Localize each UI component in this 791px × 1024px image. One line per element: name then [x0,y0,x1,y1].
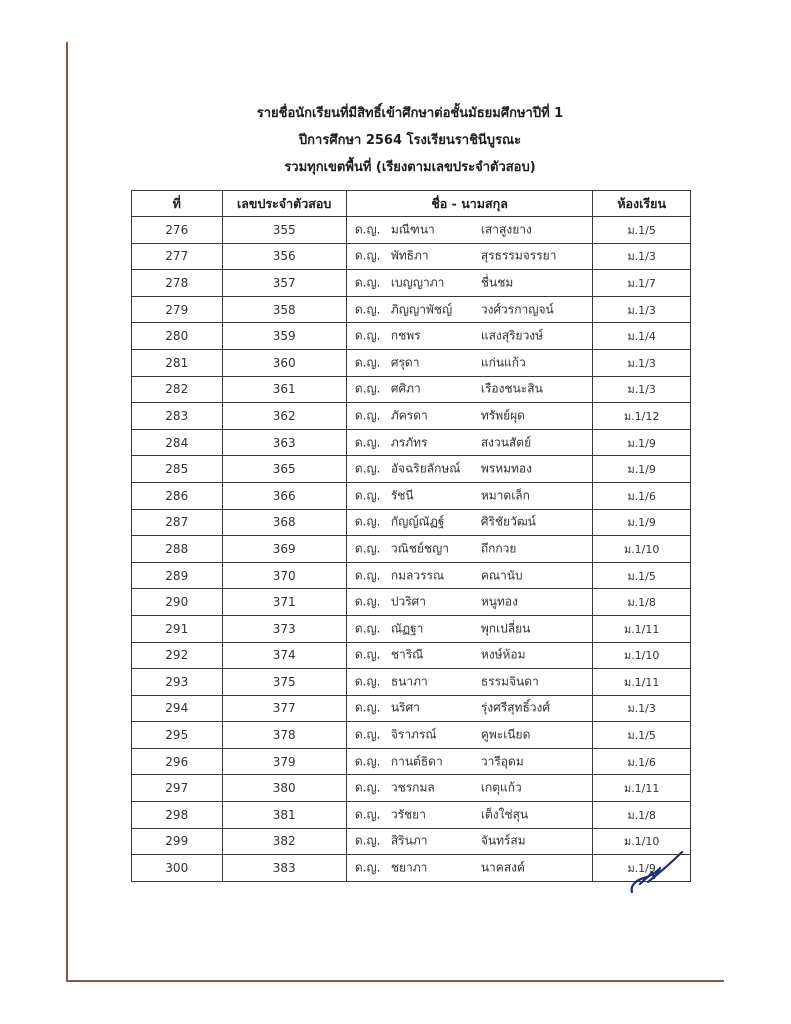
paper-edge-bottom [66,980,724,982]
cell-number: 284 [132,429,223,456]
first-name: ชยาภา [390,860,428,875]
cell-room: ม.1/9 [593,456,691,483]
table-row [132,669,691,696]
last-name: วารีอุดม [480,754,524,769]
table-row [132,296,691,323]
table-row [132,536,691,563]
cell-name [346,482,593,509]
cell-name [346,695,593,722]
table-row [132,615,691,642]
cell-exam-id: 366 [222,482,346,509]
cell-number: 285 [132,456,223,483]
cell-room: ม.1/4 [593,323,691,350]
last-name: คูพะเนียด [480,727,531,742]
table-row [132,323,691,350]
last-name: พรหมทอง [480,461,532,476]
table-row [132,775,691,802]
cell-number: 296 [132,748,223,775]
cell-exam-id: 379 [222,748,346,775]
cell-number: 300 [132,855,223,882]
last-name: คณานับ [480,568,523,583]
cell-name [346,403,593,430]
table-row [132,270,691,297]
cell-exam-id: 358 [222,296,346,323]
last-name: พุกเปลี่ยน [480,621,531,636]
cell-exam-id: 363 [222,429,346,456]
cell-name [346,642,593,669]
header-name: ชื่อ - นามสกุล [346,191,593,217]
first-name: พัทธิภา [390,248,429,263]
name-prefix: ด.ญ. [354,674,381,689]
cell-room: ม.1/8 [593,802,691,829]
name-prefix: ด.ญ. [354,754,381,769]
cell-room: ม.1/3 [593,376,691,403]
cell-exam-id: 362 [222,403,346,430]
cell-name [346,376,593,403]
title-line-1: รายชื่อนักเรียนที่มีสิทธิ์เข้าศึกษาต่อชั้นมัธยมศึกษาปีที่ 1 [256,106,564,121]
cell-room: ม.1/8 [593,589,691,616]
cell-number: 288 [132,536,223,563]
cell-exam-id: 370 [222,562,346,589]
first-name: กชพร [390,328,421,343]
table-row [132,217,691,244]
last-name: จันทร์สม [480,833,526,848]
table-row [132,695,691,722]
last-name: เสาสูงยาง [480,222,532,237]
first-name: กมลวรรณ [390,568,445,583]
name-prefix: ด.ญ. [354,435,381,450]
first-name: ภิญญาพัชญ์ [390,302,453,317]
cell-room: ม.1/5 [593,722,691,749]
cell-exam-id: 383 [222,855,346,882]
first-name: รัชนี [390,488,414,503]
name-prefix: ด.ญ. [354,807,381,822]
cell-exam-id: 368 [222,509,346,536]
first-name: อัจฉริยลักษณ์ [390,461,461,476]
name-prefix: ด.ญ. [354,833,381,848]
cell-name [346,349,593,376]
cell-name [346,536,593,563]
first-name: ศศิภา [390,381,421,396]
first-name: เบญญาภา [390,275,445,290]
name-prefix: ด.ญ. [354,700,381,715]
cell-exam-id: 375 [222,669,346,696]
header-exam-id: เลขประจำตัวสอบ [222,191,346,217]
name-prefix: ด.ญ. [354,860,381,875]
cell-room: ม.1/3 [593,243,691,270]
cell-exam-id: 382 [222,828,346,855]
cell-name [346,615,593,642]
cell-number: 291 [132,615,223,642]
cell-room: ม.1/3 [593,349,691,376]
cell-exam-id: 365 [222,456,346,483]
table-body [132,217,691,882]
name-prefix: ด.ญ. [354,381,381,396]
table-row [132,403,691,430]
name-prefix: ด.ญ. [354,275,381,290]
table-row [132,376,691,403]
cell-name [346,323,593,350]
last-name: หงษ์ห้อม [480,647,526,662]
cell-room: ม.1/3 [593,695,691,722]
cell-room: ม.1/11 [593,615,691,642]
name-prefix: ด.ญ. [354,302,381,317]
table-row [132,802,691,829]
cell-name [346,748,593,775]
signature [628,848,684,894]
cell-name [346,217,593,244]
table-row [132,589,691,616]
first-name: มณีฑนา [390,222,435,237]
title-line-3: รวมทุกเขตพื้นที่ (เรียงตามเลขประจำตัวสอบ) [284,160,536,175]
cell-exam-id: 361 [222,376,346,403]
last-name: เกตุแก้ว [480,780,522,795]
last-name: แก่นแก้ว [480,355,526,370]
cell-name [346,429,593,456]
cell-number: 289 [132,562,223,589]
last-name: สุรธรรมจรรยา [480,248,557,263]
table-row [132,855,691,882]
cell-number: 276 [132,217,223,244]
cell-number: 298 [132,802,223,829]
cell-name [346,828,593,855]
cell-name [346,562,593,589]
cell-number: 280 [132,323,223,350]
first-name: ศรุดา [390,355,420,370]
cell-number: 281 [132,349,223,376]
first-name: วรัชยา [390,807,426,822]
last-name: หนูทอง [480,594,518,609]
last-name: สงวนสัตย์ [480,435,532,450]
cell-room: ม.1/6 [593,482,691,509]
paper-edge-left [66,42,68,982]
name-prefix: ด.ญ. [354,541,381,556]
cell-exam-id: 357 [222,270,346,297]
table-row [132,456,691,483]
cell-exam-id: 380 [222,775,346,802]
first-name: วชรกมล [390,780,435,795]
cell-exam-id: 371 [222,589,346,616]
last-name: ธรรมจินดา [480,674,539,689]
cell-exam-id: 377 [222,695,346,722]
cell-exam-id: 369 [222,536,346,563]
table-row [132,748,691,775]
cell-name [346,775,593,802]
name-prefix: ด.ญ. [354,727,381,742]
cell-room: ม.1/5 [593,217,691,244]
first-name: ธนาภา [390,674,428,689]
last-name: เรืองชนะสิน [480,381,543,396]
cell-number: 293 [132,669,223,696]
last-name: ชื่นชม [480,275,514,290]
cell-name [346,669,593,696]
first-name: ชาริณี [390,647,424,662]
table-row [132,429,691,456]
cell-exam-id: 378 [222,722,346,749]
last-name: ทรัพย์ผุด [480,408,525,423]
cell-name [346,296,593,323]
table-row [132,349,691,376]
name-prefix: ด.ญ. [354,222,381,237]
table-row [132,828,691,855]
cell-room: ม.1/6 [593,748,691,775]
name-prefix: ด.ญ. [354,514,381,529]
first-name: จิราภรณ์ [390,727,437,742]
cell-name [346,802,593,829]
cell-room: ม.1/9 [593,855,691,882]
name-prefix: ด.ญ. [354,647,381,662]
cell-number: 294 [132,695,223,722]
cell-room: ม.1/9 [593,429,691,456]
cell-room: ม.1/5 [593,562,691,589]
last-name: รุ่งศรีสุทธิ์วงศ์ [480,700,550,715]
table-row [132,562,691,589]
first-name: ภรภัทร [390,435,428,450]
name-prefix: ด.ญ. [354,568,381,583]
name-prefix: ด.ญ. [354,408,381,423]
cell-name [346,855,593,882]
cell-number: 278 [132,270,223,297]
cell-number: 279 [132,296,223,323]
cell-number: 297 [132,775,223,802]
table-row [132,243,691,270]
cell-room: ม.1/9 [593,509,691,536]
cell-name [346,722,593,749]
cell-room: ม.1/10 [593,642,691,669]
first-name: ณัฏฐา [390,621,424,636]
header-number: ที่ [132,191,223,217]
cell-room: ม.1/10 [593,828,691,855]
last-name: ถึกกวย [480,541,517,556]
cell-exam-id: 359 [222,323,346,350]
cell-number: 299 [132,828,223,855]
student-list-table [131,190,691,882]
cell-number: 283 [132,403,223,430]
table-header-row [132,191,691,217]
last-name: วงศ์วรกาญจน์ [480,302,554,317]
cell-room: ม.1/11 [593,775,691,802]
title-line-2: ปีการศึกษา 2564 โรงเรียนราชินีบูรณะ [298,133,522,148]
name-prefix: ด.ญ. [354,621,381,636]
table-row [132,722,691,749]
cell-room: ม.1/12 [593,403,691,430]
last-name: หมาดเล็ก [480,488,530,503]
cell-exam-id: 360 [222,349,346,376]
first-name: นริศา [390,700,420,715]
cell-exam-id: 381 [222,802,346,829]
last-name: แสงสุริยวงษ์ [480,328,544,343]
name-prefix: ด.ญ. [354,355,381,370]
cell-number: 295 [132,722,223,749]
name-prefix: ด.ญ. [354,780,381,795]
table-row [132,482,691,509]
cell-exam-id: 356 [222,243,346,270]
first-name: สิรินภา [390,833,428,848]
first-name: ภัครดา [390,408,428,423]
first-name: วณิชย์ชญา [390,541,449,556]
cell-room: ม.1/3 [593,296,691,323]
table-row [132,642,691,669]
cell-room: ม.1/7 [593,270,691,297]
first-name: กัญญ์ณัฏฐ์ [390,514,445,529]
cell-room: ม.1/11 [593,669,691,696]
cell-name [346,509,593,536]
cell-name [346,270,593,297]
cell-number: 277 [132,243,223,270]
first-name: ปวริศา [390,594,426,609]
cell-exam-id: 373 [222,615,346,642]
cell-exam-id: 355 [222,217,346,244]
cell-name [346,456,593,483]
cell-name [346,243,593,270]
name-prefix: ด.ญ. [354,328,381,343]
name-prefix: ด.ญ. [354,594,381,609]
table-row [132,509,691,536]
last-name: นาคสงค์ [480,860,526,875]
cell-room: ม.1/10 [593,536,691,563]
last-name: ศิริชัยวัฒน์ [480,514,536,529]
cell-number: 282 [132,376,223,403]
cell-number: 290 [132,589,223,616]
first-name: กานต์ธิดา [390,754,443,769]
header-room: ห้องเรียน [593,191,691,217]
name-prefix: ด.ญ. [354,488,381,503]
last-name: เต็งใช่สุน [480,807,529,822]
name-prefix: ด.ญ. [354,248,381,263]
cell-number: 292 [132,642,223,669]
cell-number: 287 [132,509,223,536]
cell-name [346,589,593,616]
cell-number: 286 [132,482,223,509]
cell-exam-id: 374 [222,642,346,669]
name-prefix: ด.ญ. [354,461,381,476]
